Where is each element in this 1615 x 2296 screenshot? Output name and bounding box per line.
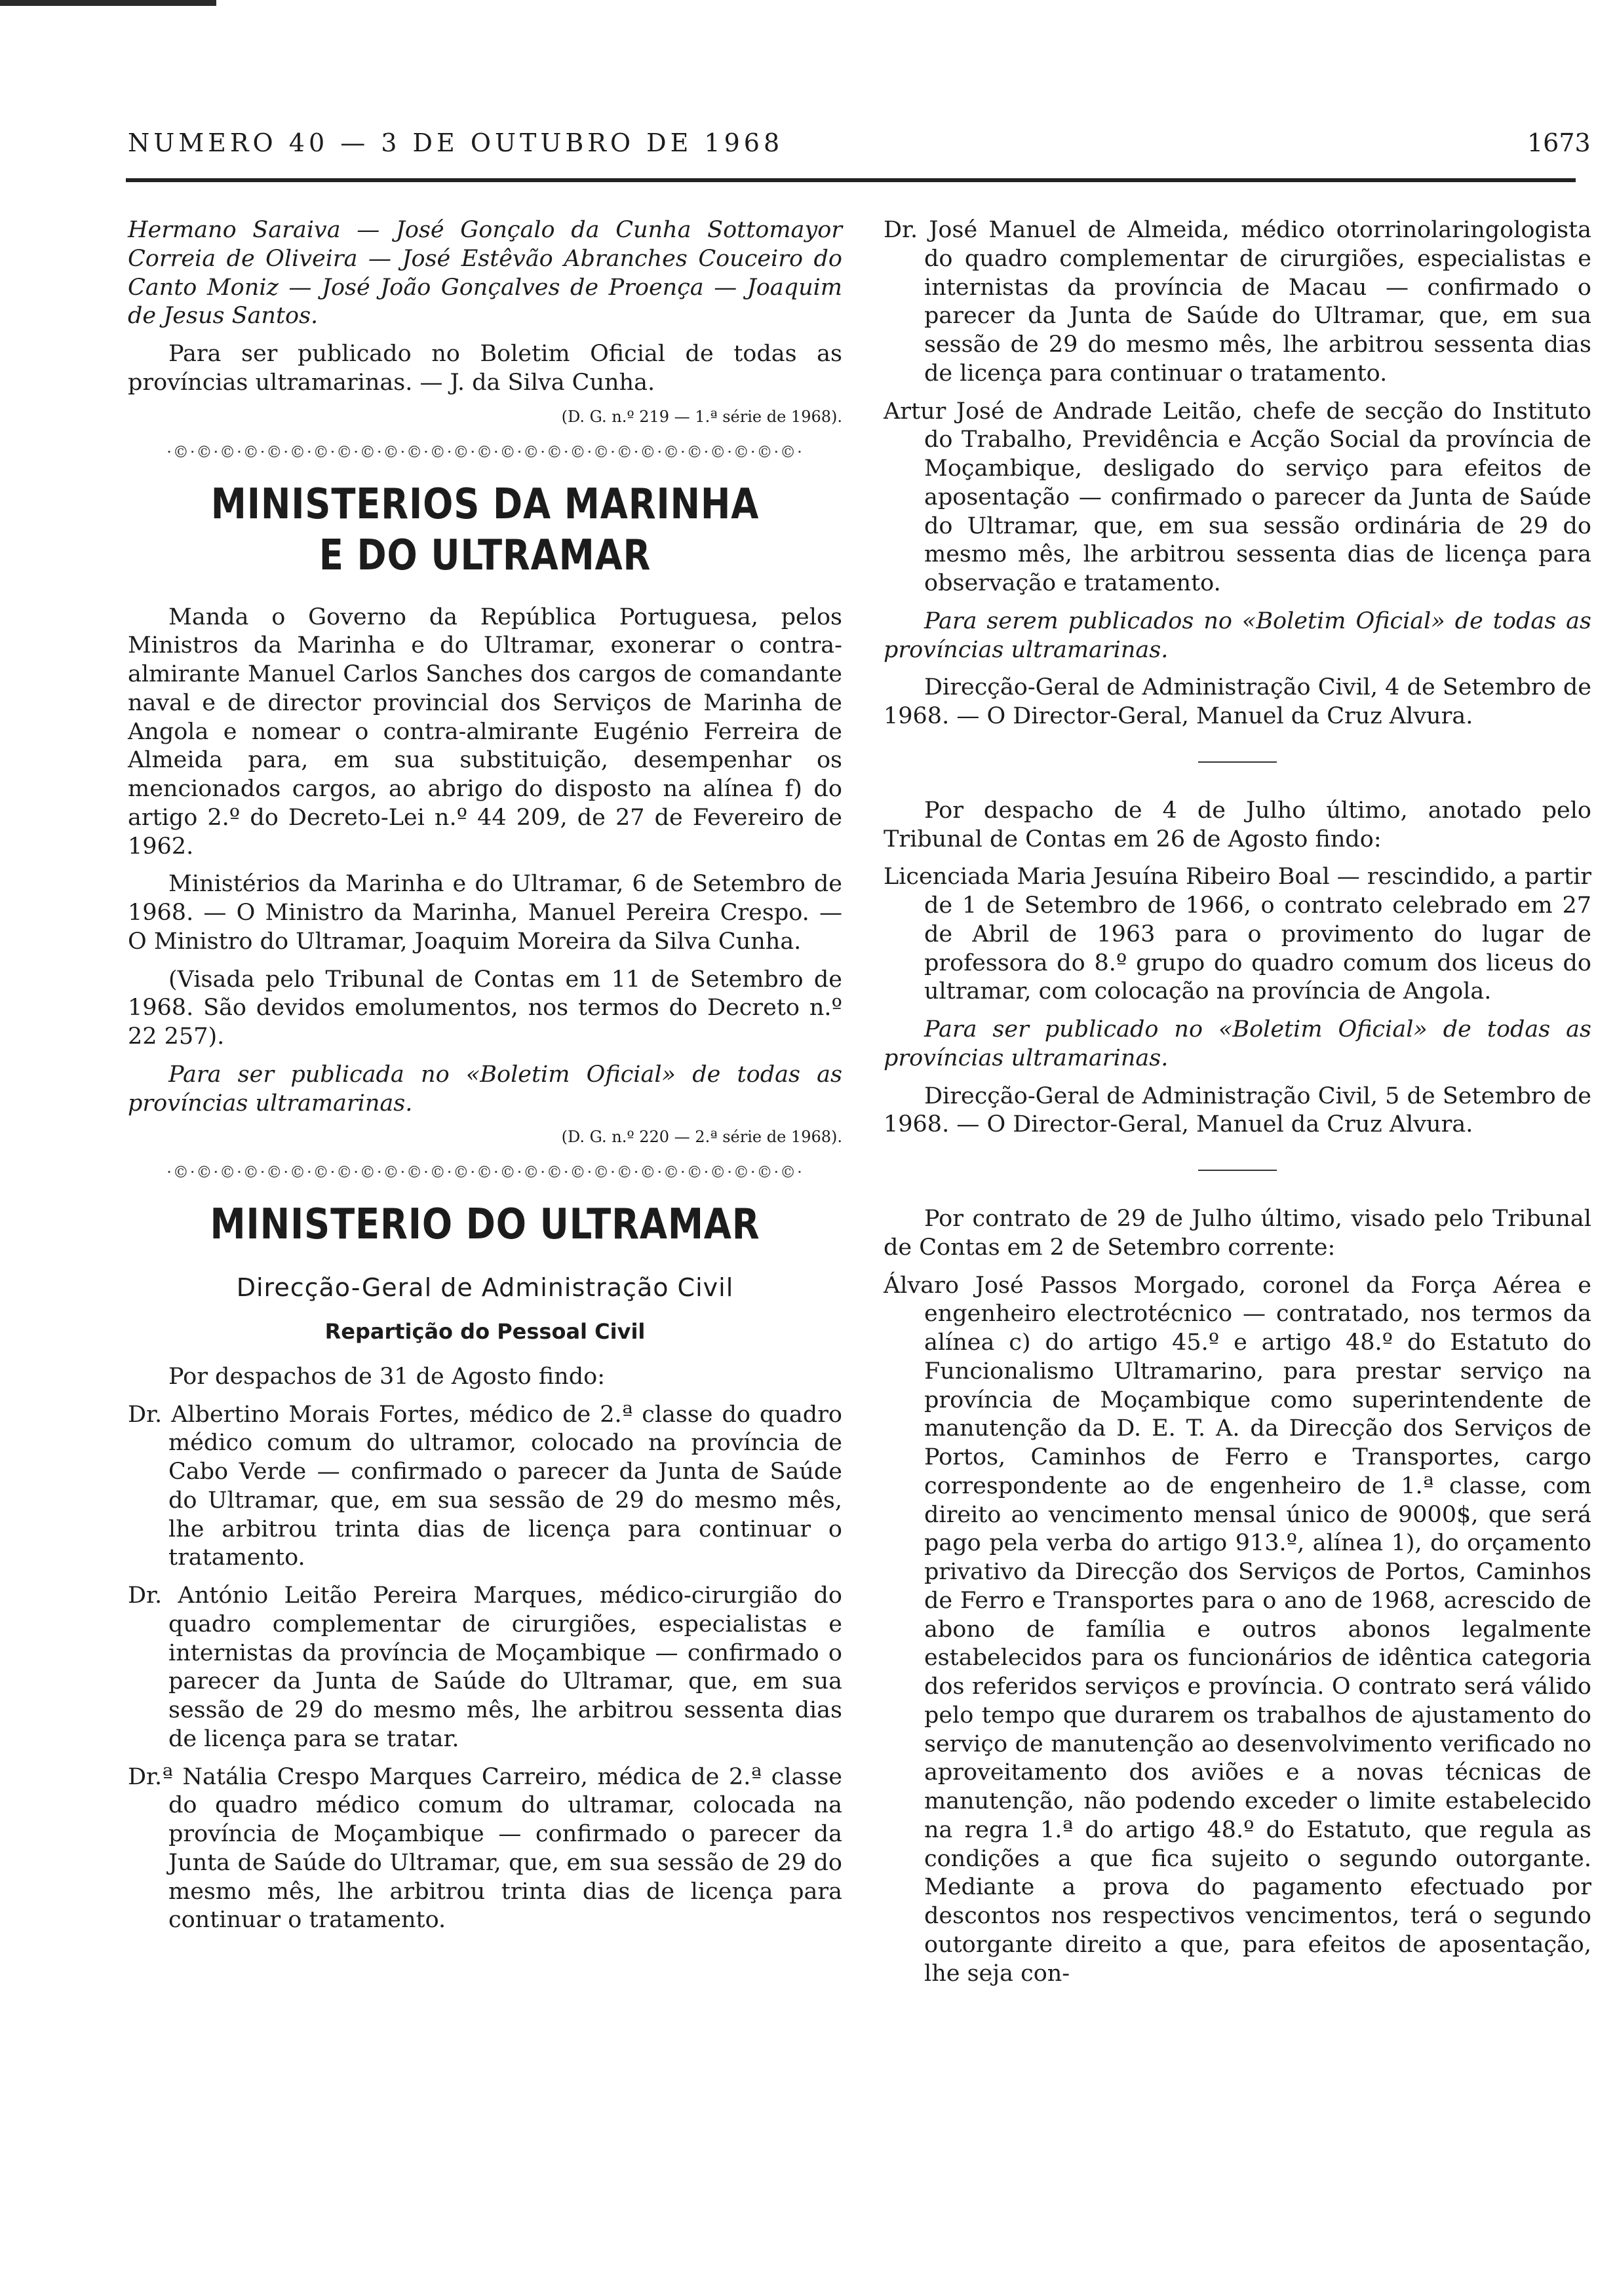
publication-note: Para serem publicados no «Boletim Oficial» de todas as províncias ultramarinas. [884, 607, 1591, 663]
list-item: Dr. José Manuel de Almeida, médico otorrinolaringologista do quadro complementar de cirurgiões, especialistas e internistas da província de Macau — confirmado o parecer da Junta de Saúde do Ultramar, que, em sua sessão de 29 do mesmo mês, lhe arbitrou sessenta dias de licença para continuar o tratamento. [884, 217, 1591, 387]
list-item: Dr. António Leitão Pereira Marques, médico-cirurgião do quadro complementar de cirurgiões, especialistas e internistas da província de Moçambique — confirmado o parecer da Junta de Saúde do Ultramar, que, em sua sessão de 29 do mesmo mês, lhe arbitrou sessenta dias de licença para se tratar. [128, 1582, 842, 1752]
section-separator [1198, 761, 1277, 763]
director-signature: Direcção-Geral de Administração Civil, 4 de Setembro de 1968. — O Director-Geral, Manuel da Cruz Alvura. [884, 674, 1591, 729]
signatures: Hermano Saraiva — José Gonçalo da Cunha Sottomayor Correia de Oliveira — José Estêvão Abranches Couceiro do Canto Moniz — José João Gonçalves de Proença — Joaquim de Jesus Santos. [128, 217, 842, 330]
right-column [884, 216, 1591, 1997]
ministry-heading [182, 479, 789, 581]
director-signature: Direcção-Geral de Administração Civil, 5 de Setembro de 1968. — O Director-Geral, Manuel da Cruz Alvura. [884, 1082, 1591, 1138]
list-item: Dr.ª Natália Crespo Marques Carreiro, médica de 2.ª classe do quadro médico comum do ultramar, colocada na província de Moçambique — confirmado o parecer da Junta de Saúde do Ultramar, que, em sua sessão de 29 do mesmo mês, lhe arbitrou trinta dias de licença para continuar o tratamento. [128, 1763, 842, 1934]
left-column [128, 216, 842, 1944]
department-heading: Direcção-Geral de Administração Civil [236, 1273, 734, 1303]
publication-note: Para ser publicado no «Boletim Oficial» de todas as províncias ultramarinas. [884, 1016, 1591, 1071]
ministry-heading-line1: MINISTERIOS DA MARINHA [210, 480, 760, 529]
decree-signature: Ministérios da Marinha e do Ultramar, 6 de Setembro de 1968. — O Ministro da Marinha, Manuel Pereira Crespo. — O Ministro do Ultramar, Joaquim Moreira da Silva Cunha. [128, 871, 842, 955]
top-edge-rule [0, 0, 216, 6]
ornament-divider: ·©·©·©·©·©·©·©·©·©·©·©·©·©·©·©·©·©·©·©·©·©·©·©·©·©·©·©· [166, 1163, 804, 1182]
header-rule [126, 178, 1576, 182]
decree-text: Manda o Governo da República Portuguesa, pelos Ministros da Marinha e do Ultramar, exonerar o contra-almirante Manuel Carlos Sanches dos cargos de comandante naval e de director provincial dos Serviços de Marinha de Angola e nomear o contra-almirante Eugénio Ferreira de Almeida para, em sua substituição, desempenhar os mencionados cargos, ao abrigo do disposto na alínea f) do artigo 2.º do Decreto-Lei n.º 44 209, de 27 de Fevereiro de 1962. [128, 603, 842, 860]
issue-header: NUMERO 40 — 3 DE OUTUBRO DE 1968 [128, 128, 784, 157]
ministry-heading: MINISTERIO DO ULTRAMAR [210, 1200, 760, 1250]
ornament-divider: ·©·©·©·©·©·©·©·©·©·©·©·©·©·©·©·©·©·©·©·©·©·©·©·©·©·©·©· [166, 442, 804, 461]
publication-note: Para ser publicada no «Boletim Oficial» de todas as províncias ultramarinas. [128, 1061, 842, 1117]
despacho-intro: Por despacho de 4 de Julho último, anotado pelo Tribunal de Contas em 26 de Agosto findo: [884, 797, 1591, 852]
despacho-intro: Por despachos de 31 de Agosto findo: [168, 1363, 605, 1390]
gazette-reference: (D. G. n.º 220 — 2.ª série de 1968). [561, 1128, 842, 1147]
list-item: Artur José de Andrade Leitão, chefe de secção do Instituto do Trabalho, Previdência e Acção Social da província de Moçambique, desligado do serviço para efeitos de aposentação — confirmado o parecer da Junta de Saúde do Ultramar, que, em sua sessão ordinária de 29 do mesmo mês, lhe arbitrou sessenta dias de licença para observação e tratamento. [884, 398, 1591, 596]
list-item: Dr. Albertino Morais Fortes, médico de 2.ª classe do quadro médico comum do ultramor, colocado na província de Cabo Verde — confirmado o parecer da Junta de Saúde do Ultramar, que, em sua sessão de 29 do mesmo mês, lhe arbitrou trinta dias de licença para continuar o tratamento. [128, 1401, 842, 1571]
section-separator [1198, 1170, 1277, 1171]
subdepartment-heading: Repartição do Pessoal Civil [324, 1318, 646, 1344]
publication-note: Para ser publicado no Boletim Oficial de todas as províncias ultramarinas. — J. da Silva Cunha. [128, 341, 842, 396]
page-number: 1673 [1527, 128, 1591, 157]
contract-intro: Por contrato de 29 de Julho último, visado pelo Tribunal de Contas em 2 de Setembro corrente: [884, 1206, 1591, 1261]
list-item: Licenciada Maria Jesuína Ribeiro Boal — rescindido, a partir de 1 de Setembro de 1966, o contrato celebrado em 27 de Abril de 1963 para o provimento do lugar de professora do 8.º grupo do quadro comum dos liceus do ultramar, com colocação na província de Angola. [884, 864, 1591, 1005]
ministry-heading-line2: E DO ULTRAMAR [319, 531, 652, 580]
visada-note: (Visada pelo Tribunal de Contas em 11 de Setembro de 1968. São devidos emolumentos, nos termos do Decreto n.º 22 257). [128, 966, 842, 1050]
list-item: Álvaro José Passos Morgado, coronel da Força Aérea e engenheiro electrotécnico — contratado, nos termos da alínea c) do artigo 45.º e artigo 48.º do Estatuto do Funcionalismo Ultramarino, para prestar serviço na província de Moçambique como superintendente de manutenção da D. E. T. A. da Direcção dos Serviços de Portos, Caminhos de Ferro e Transportes, cargo correspondente ao de engenheiro de 1.ª classe, com direito ao vencimento mensal único de 9000$, que será pago pela verba do artigo 913.º, alínea 1), do orçamento privativo da Direcção dos Serviços de Portos, Caminhos de Ferro e Transportes para o ano de 1968, acrescido de abono de família e outros abonos legalmente estabelecidos para os funcionários de idêntica categoria dos referidos serviços e província. O contrato será válido pelo tempo que durarem os trabalhos de ajustamento do serviço de manutenção ao desenvolvimento verificado no aproveitamento dos aviões e a novas técnicas de manutenção, não podendo exceder o limite estabelecido na regra 1.ª do artigo 48.º do Estatuto, que regula as condições a que fica sujeito o segundo outorgante. Mediante a prova do pagamento efectuado por descontos nos respectivos vencimentos, terá o segundo outorgante direito a que, para efeitos de aposentação, lhe seja con- [884, 1272, 1591, 1987]
gazette-reference: (D. G. n.º 219 — 1.ª série de 1968). [561, 407, 842, 426]
